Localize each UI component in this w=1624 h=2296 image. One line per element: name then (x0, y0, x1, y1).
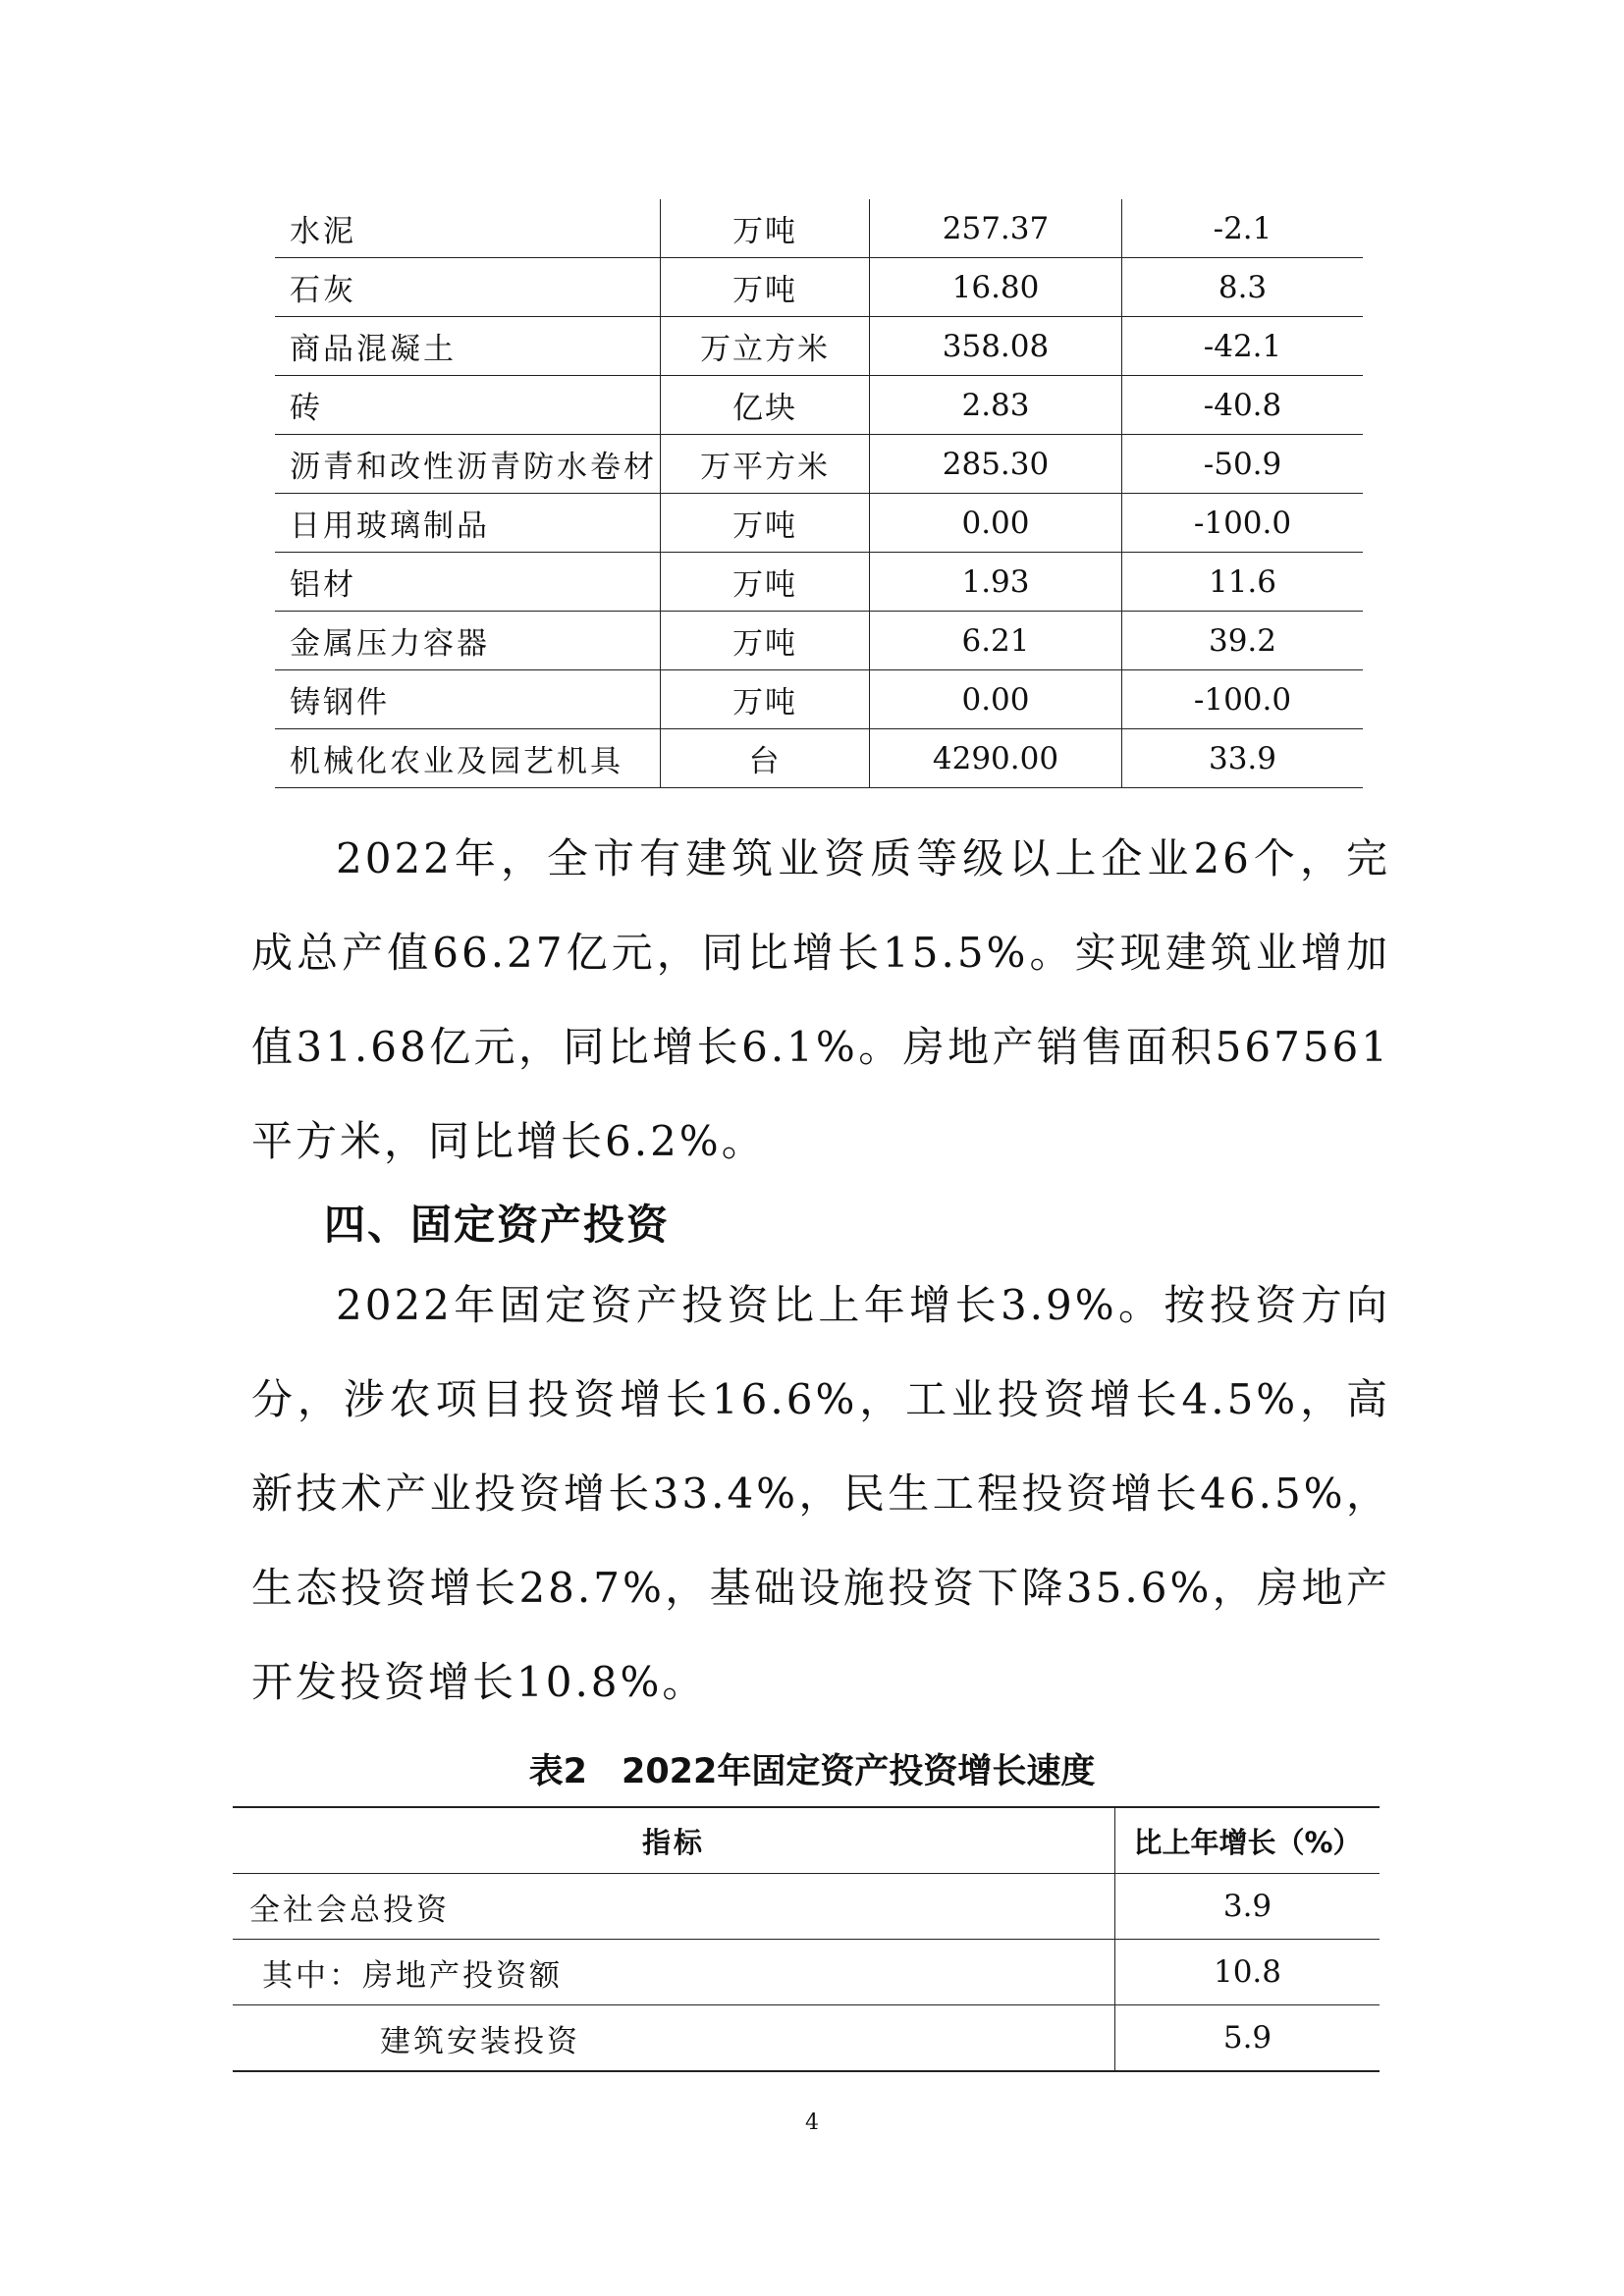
table-row (275, 258, 1363, 317)
table-row (275, 729, 1363, 788)
investment-growth-table (233, 1806, 1380, 2072)
table-row (233, 1940, 1380, 2005)
growth-cell: 5.9 (1115, 2005, 1380, 2072)
unit-cell: 万吨 (661, 199, 870, 258)
unit-cell: 亿块 (661, 376, 870, 435)
construction-paragraph: 2022年，全市有建筑业资质等级以上企业26个，完成总产值66.27亿元，同比增长15.5%。实现建筑业增加值31.68亿元，同比增长6.1%。房地产销售面积567561平方米，同比增长6.2%。 (251, 834, 1390, 1165)
product-name-cell: 商品混凝土 (275, 317, 661, 376)
table-row (275, 199, 1363, 258)
table-row (275, 435, 1363, 494)
indicator-cell: 全社会总投资 (233, 1874, 1115, 1940)
output-value-cell: 16.80 (870, 258, 1122, 317)
table-row (275, 494, 1363, 553)
unit-cell: 万吨 (661, 553, 870, 612)
column-header-growth: 比上年增长（%） (1115, 1807, 1380, 1874)
table-row (275, 612, 1363, 670)
output-value-cell: 0.00 (870, 670, 1122, 729)
unit-cell: 万吨 (661, 670, 870, 729)
product-name-cell: 铸钢件 (275, 670, 661, 729)
growth-cell: 33.9 (1122, 729, 1364, 788)
output-value-cell: 0.00 (870, 494, 1122, 553)
output-value-cell: 6.21 (870, 612, 1122, 670)
growth-cell: 3.9 (1115, 1874, 1380, 1940)
output-value-cell: 285.30 (870, 435, 1122, 494)
output-value-cell: 257.37 (870, 199, 1122, 258)
growth-cell: -50.9 (1122, 435, 1364, 494)
growth-cell: 10.8 (1115, 1940, 1380, 2005)
unit-cell: 万吨 (661, 612, 870, 670)
output-value-cell: 358.08 (870, 317, 1122, 376)
unit-cell: 万吨 (661, 494, 870, 553)
products-output-table (275, 199, 1363, 788)
growth-cell: -40.8 (1122, 376, 1364, 435)
table-row (233, 2005, 1380, 2072)
product-name-cell: 石灰 (275, 258, 661, 317)
growth-cell: -100.0 (1122, 670, 1364, 729)
growth-cell: -2.1 (1122, 199, 1364, 258)
output-value-cell: 2.83 (870, 376, 1122, 435)
column-header-indicator: 指标 (233, 1807, 1115, 1874)
growth-cell: -100.0 (1122, 494, 1364, 553)
unit-cell: 万吨 (661, 258, 870, 317)
table-header-row (233, 1807, 1380, 1874)
table-row (275, 670, 1363, 729)
product-name-cell: 水泥 (275, 199, 661, 258)
growth-cell: 39.2 (1122, 612, 1364, 670)
growth-cell: 11.6 (1122, 553, 1364, 612)
unit-cell: 万立方米 (661, 317, 870, 376)
table-row (275, 317, 1363, 376)
investment-paragraph: 2022年固定资产投资比上年增长3.9%。按投资方向分，涉农项目投资增长16.6%，工业投资增长4.5%，高新技术产业投资增长33.4%，民生工程投资增长46.5%，生态投资增长28.7%，基础设施投资下降35.6%，房地产开发投资增长10.8%。 (251, 1281, 1390, 1706)
growth-cell: 8.3 (1122, 258, 1364, 317)
indicator-cell: 其中：房地产投资额 (233, 1940, 1115, 2005)
table-row (233, 1874, 1380, 1940)
output-value-cell: 4290.00 (870, 729, 1122, 788)
unit-cell: 万平方米 (661, 435, 870, 494)
product-name-cell: 金属压力容器 (275, 612, 661, 670)
section-heading: 四、固定资产投资 (324, 1201, 671, 1249)
unit-cell: 台 (661, 729, 870, 788)
table-caption: 表2 2022年固定资产投资增长速度 (528, 1752, 1096, 1791)
product-name-cell: 沥青和改性沥青防水卷材 (275, 435, 661, 494)
product-name-cell: 日用玻璃制品 (275, 494, 661, 553)
page-number: 4 (805, 2110, 819, 2135)
product-name-cell: 砖 (275, 376, 661, 435)
growth-cell: -42.1 (1122, 317, 1364, 376)
output-value-cell: 1.93 (870, 553, 1122, 612)
product-name-cell: 机械化农业及园艺机具 (275, 729, 661, 788)
indicator-cell: 建筑安装投资 (233, 2005, 1115, 2072)
product-name-cell: 铝材 (275, 553, 661, 612)
table-row (275, 376, 1363, 435)
table-row (275, 553, 1363, 612)
